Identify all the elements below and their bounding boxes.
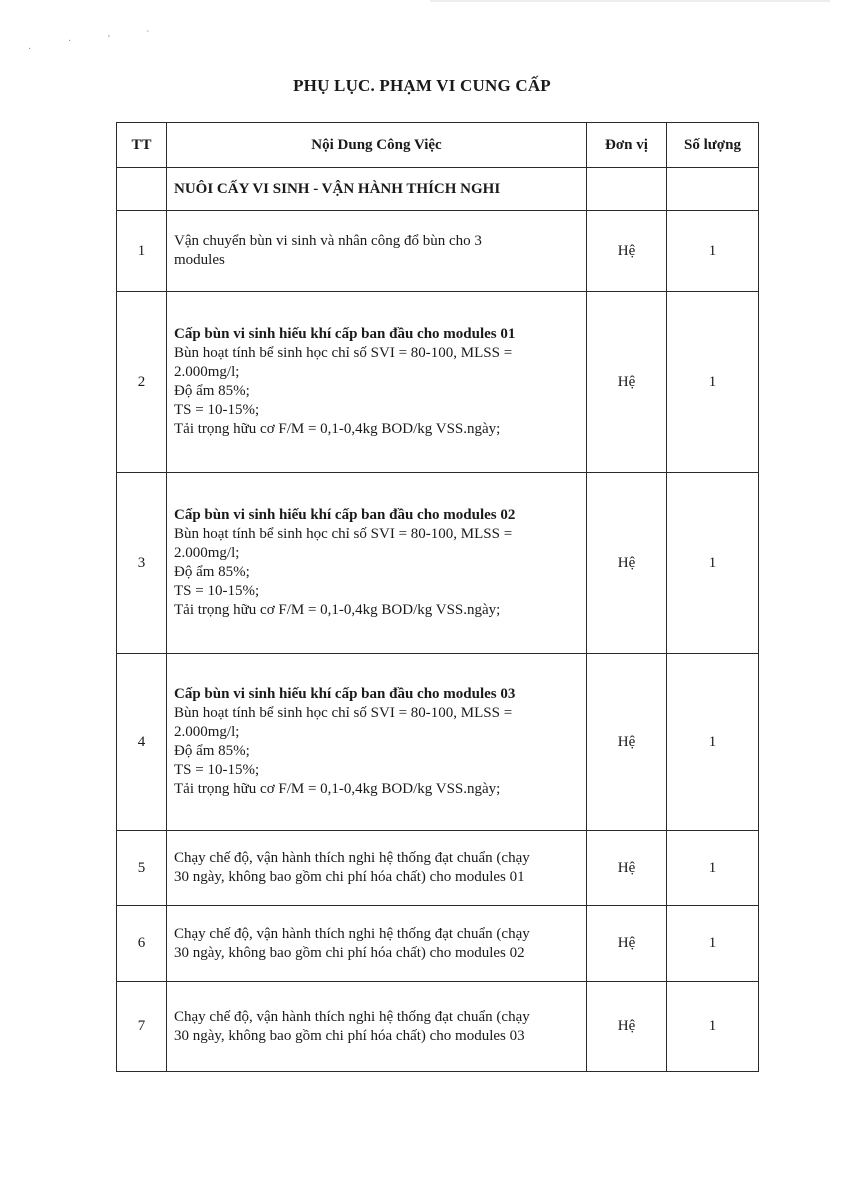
scope-table (116, 122, 759, 1072)
row-content (167, 654, 587, 831)
section-row (117, 168, 759, 211)
row-tt: 2 (117, 292, 167, 473)
row-qty: 1 (667, 831, 759, 906)
row-qty: 1 (667, 982, 759, 1072)
content-line: 2.000mg/l; (174, 364, 240, 380)
row-content (167, 906, 587, 982)
scan-speck: · (28, 44, 32, 55)
scan-speck: · (68, 36, 72, 47)
row-qty: 1 (667, 292, 759, 473)
content-line: Tải trọng hữu cơ F/M = 0,1-0,4kg BOD/kg VSS.ngày; (174, 602, 501, 618)
row-content (167, 211, 587, 292)
content-heading: Cấp bùn vi sinh hiếu khí cấp ban đầu cho modules 01 (174, 326, 516, 342)
content-line: modules (174, 252, 225, 268)
content-heading: Cấp bùn vi sinh hiếu khí cấp ban đầu cho modules 02 (174, 507, 516, 523)
content-line: Tải trọng hữu cơ F/M = 0,1-0,4kg BOD/kg VSS.ngày; (174, 421, 501, 437)
row-unit: Hệ (587, 654, 667, 831)
table-row (117, 906, 759, 982)
section-tt-cell (117, 168, 167, 211)
content-line: 30 ngày, không bao gồm chi phí hóa chất) cho modules 01 (174, 869, 525, 885)
row-qty: 1 (667, 473, 759, 654)
content-line: Bùn hoạt tính bể sinh học chỉ số SVI = 80-100, MLSS = (174, 526, 513, 542)
content-line: Bùn hoạt tính bể sinh học chỉ số SVI = 80-100, MLSS = (174, 705, 513, 721)
scan-artifact-line (430, 0, 830, 2)
header-tt: TT (117, 123, 167, 168)
row-content (167, 473, 587, 654)
row-content (167, 831, 587, 906)
scan-speck: ' (108, 34, 110, 45)
table-header-row (117, 123, 759, 168)
table-row (117, 211, 759, 292)
header-unit: Đơn vị (587, 123, 667, 168)
row-tt: 6 (117, 906, 167, 982)
content-line: Độ ẩm 85%; (174, 564, 250, 580)
section-unit-cell (587, 168, 667, 211)
content-line: Độ ẩm 85%; (174, 743, 250, 759)
content-line: TS = 10-15%; (174, 402, 260, 418)
content-line: Vận chuyển bùn vi sinh và nhân công đổ bùn cho 3 (174, 233, 482, 249)
row-content (167, 982, 587, 1072)
content-line: Chạy chế độ, vận hành thích nghi hệ thống đạt chuẩn (chạy (174, 1008, 530, 1025)
section-qty-cell (667, 168, 759, 211)
row-unit: Hệ (587, 211, 667, 292)
content-line: Tải trọng hữu cơ F/M = 0,1-0,4kg BOD/kg VSS.ngày; (174, 781, 501, 797)
table-row (117, 654, 759, 831)
row-qty: 1 (667, 906, 759, 982)
row-unit: Hệ (587, 292, 667, 473)
row-unit: Hệ (587, 906, 667, 982)
header-qty: Số lượng (667, 123, 759, 168)
section-title: NUÔI CẤY VI SINH - VẬN HÀNH THÍCH NGHI (167, 168, 587, 211)
content-line: 30 ngày, không bao gồm chi phí hóa chất) cho modules 03 (174, 1027, 525, 1044)
row-content (167, 292, 587, 473)
content-line: Độ ẩm 85%; (174, 383, 250, 399)
page-title: PHỤ LỤC. PHẠM VI CUNG CẤP (293, 76, 551, 95)
header-content: Nội Dung Công Việc (167, 123, 587, 168)
content-line: TS = 10-15%; (174, 583, 260, 599)
row-tt: 5 (117, 831, 167, 906)
row-unit: Hệ (587, 831, 667, 906)
content-line: 2.000mg/l; (174, 545, 240, 561)
table-row (117, 473, 759, 654)
table-row (117, 982, 759, 1072)
content-heading: Cấp bùn vi sinh hiếu khí cấp ban đầu cho modules 03 (174, 686, 516, 702)
content-line: Chạy chế độ, vận hành thích nghi hệ thống đạt chuẩn (chạy (174, 850, 530, 866)
scan-speck: ` (146, 30, 150, 41)
row-qty: 1 (667, 211, 759, 292)
content-line: Bùn hoạt tính bể sinh học chỉ số SVI = 80-100, MLSS = (174, 345, 513, 361)
row-tt: 7 (117, 982, 167, 1072)
content-line: Chạy chế độ, vận hành thích nghi hệ thống đạt chuẩn (chạy (174, 925, 530, 942)
table-row (117, 831, 759, 906)
row-unit: Hệ (587, 473, 667, 654)
row-tt: 1 (117, 211, 167, 292)
row-tt: 3 (117, 473, 167, 654)
row-qty: 1 (667, 654, 759, 831)
content-line: TS = 10-15%; (174, 762, 260, 778)
content-line: 2.000mg/l; (174, 724, 240, 740)
row-unit: Hệ (587, 982, 667, 1072)
content-line: 30 ngày, không bao gồm chi phí hóa chất) cho modules 02 (174, 944, 525, 961)
table-row (117, 292, 759, 473)
row-tt: 4 (117, 654, 167, 831)
